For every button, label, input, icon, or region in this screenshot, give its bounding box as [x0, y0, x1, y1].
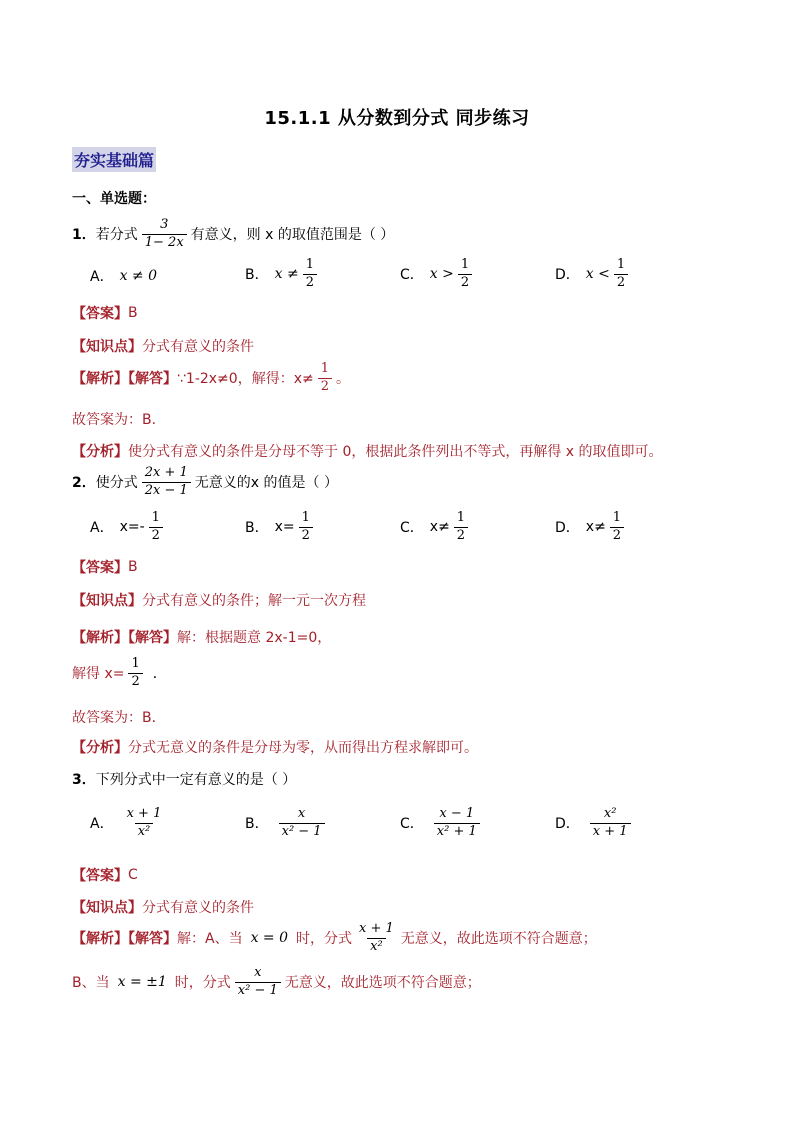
analysis-text: 。 [336, 371, 350, 388]
denominator: 2 [614, 274, 628, 291]
option-expression: x≠ [585, 519, 606, 536]
option-expression: x > [429, 266, 454, 283]
knowledge-tag: 【知识点】 [72, 593, 142, 609]
knowledge-point-line [72, 336, 254, 356]
option-b [245, 258, 321, 291]
analysis-text: B、当 [72, 975, 110, 992]
analysis-tag: 【解析】【解答】 [72, 630, 177, 646]
numerator: 1 [151, 510, 160, 525]
option-label: A． [90, 269, 114, 285]
question-text: 无意义的x 的值是（ ） [194, 475, 338, 492]
numerator: 2x + 1 [144, 465, 188, 480]
numerator: x + 1 [359, 921, 394, 936]
option-expression: x=- [119, 519, 145, 536]
question-text: 有意义，则 x 的取值范围是（ ） [190, 227, 395, 244]
option-label: C． [400, 267, 424, 284]
answer-line [72, 557, 138, 577]
knowledge-tag: 【知识点】 [72, 900, 142, 916]
analysis-text: 无意义，故此选项不符合题意； [400, 931, 597, 948]
option-label: A． [90, 520, 114, 537]
knowledge-point-line [72, 897, 254, 917]
analysis-line [72, 362, 350, 395]
option-label: D． [555, 520, 580, 537]
option-label: B． [245, 267, 269, 284]
option-c [400, 258, 476, 291]
numerator: x − 1 [439, 806, 475, 821]
option-b [245, 807, 329, 840]
question-3-stem [72, 769, 296, 789]
option-b [245, 511, 317, 544]
option-expression: x≠ [429, 519, 450, 536]
analysis-tag: 【解析】【解答】 [72, 931, 177, 948]
answer-value: B [128, 305, 138, 321]
reasoning-text: 分式无意义的条件是分母为零，从而得出方程求解即可。 [128, 740, 478, 756]
analysis-text: 无意义，故此选项不符合题意； [284, 975, 481, 992]
analysis-text: 时，分式 [296, 931, 353, 948]
option-d [555, 258, 632, 291]
condition-expression: x = 0 [250, 930, 289, 947]
denominator: x² [135, 823, 154, 840]
question-text: 使分式 [95, 475, 138, 492]
question-1-stem [72, 218, 394, 251]
denominator: x² [367, 938, 386, 955]
numerator: 1 [612, 510, 622, 525]
option-a [90, 807, 168, 840]
subheading: 一、单选题： [72, 191, 156, 207]
knowledge-text: 分式有意义的条件 [142, 339, 254, 355]
reasoning-tag: 【分析】 [72, 740, 128, 756]
answer-tag: 【答案】 [72, 560, 128, 576]
fraction [142, 218, 187, 251]
solve-text: ． [152, 666, 167, 683]
denominator: 1− 2x [142, 234, 187, 251]
numerator: 1 [131, 656, 140, 671]
knowledge-text: 分式有意义的条件 [142, 900, 254, 916]
fraction [142, 466, 191, 499]
denominator: 2x − 1 [142, 482, 191, 499]
reasoning-text: 使分式有意义的条件是分母不等于 0，根据此条件列出不等式，再解得 x 的取值即可。 [128, 444, 663, 460]
numerator: x + 1 [126, 806, 162, 821]
analysis-tag: 【解析】【解答】 [72, 371, 177, 388]
section-heading: 夯实基础篇 [72, 147, 156, 172]
question-number: 1． [72, 227, 96, 244]
solve-text: 解得 x= [72, 666, 125, 683]
condition-expression: x = ±1 [117, 974, 167, 991]
answer-value: B [128, 559, 138, 575]
option-label: C． [400, 520, 424, 537]
page-title: 15.1.1 从分数到分式 同步练习 [264, 108, 530, 129]
option-label: C． [400, 816, 424, 833]
answer-line [72, 303, 138, 323]
question-number: 3． [72, 772, 96, 788]
conclusion-line [72, 409, 156, 429]
denominator: 2 [303, 274, 317, 291]
knowledge-tag: 【知识点】 [72, 339, 142, 355]
answer-tag: 【答案】 [72, 306, 128, 322]
denominator: 2 [128, 673, 142, 690]
reasoning-tag: 【分析】 [72, 444, 128, 460]
option-d [555, 511, 628, 544]
denominator: 2 [149, 527, 163, 544]
option-expression: x= [274, 519, 295, 536]
option-d [555, 807, 635, 840]
numerator: x [254, 965, 262, 980]
conclusion-line [72, 707, 166, 727]
option-expression: x ≠ 0 [119, 268, 158, 284]
numerator: 1 [460, 257, 470, 272]
conclusion-text: 故答案为：B． [72, 710, 166, 726]
option-c [400, 807, 484, 840]
numerator: 1 [305, 257, 314, 272]
option-label: D． [555, 267, 580, 284]
conclusion-text: 故答案为：B. [72, 412, 157, 428]
denominator: 2 [318, 378, 332, 395]
numerator: 1 [616, 257, 626, 272]
analysis-text: 解：A、当 [177, 931, 243, 948]
analysis-line [72, 627, 331, 647]
denominator: 2 [458, 274, 472, 291]
knowledge-text: 分式有意义的条件；解一元一次方程 [142, 593, 366, 609]
option-label: D． [555, 816, 580, 833]
numerator: 3 [160, 217, 169, 232]
numerator: x [297, 806, 306, 821]
denominator: x² + 1 [434, 823, 480, 840]
solve-line [72, 657, 167, 690]
numerator: 1 [301, 510, 310, 525]
option-a [90, 511, 167, 544]
denominator: x² − 1 [235, 982, 281, 999]
answer-line [72, 865, 138, 885]
denominator: 2 [299, 527, 313, 544]
answer-value: C [128, 867, 138, 883]
option-expression: x < [585, 266, 610, 283]
question-text: 下列分式中一定有意义的是（ ） [95, 772, 297, 788]
option-label: A． [90, 816, 114, 833]
option-a [90, 266, 157, 286]
question-2-stem [72, 466, 338, 499]
numerator: 1 [456, 510, 466, 525]
analysis-line-b [72, 966, 481, 999]
analysis-text: ∵1-2x≠0，解得：x≠ [177, 371, 314, 388]
analysis-line-a [72, 922, 597, 955]
denominator: x + 1 [590, 823, 631, 840]
option-label: B． [245, 816, 269, 833]
option-c [400, 511, 472, 544]
denominator: 2 [610, 527, 624, 544]
analysis-text: 时，分式 [174, 975, 231, 992]
numerator: 1 [320, 361, 329, 376]
answer-tag: 【答案】 [72, 868, 128, 884]
numerator: x² [603, 806, 617, 821]
analysis-text: 解：根据题意 2x-1=0， [177, 630, 332, 646]
denominator: 2 [454, 527, 468, 544]
knowledge-point-line [72, 590, 366, 610]
option-label: B． [245, 520, 269, 537]
reasoning-line [72, 441, 663, 461]
denominator: x² − 1 [279, 823, 325, 840]
reasoning-line [72, 737, 478, 757]
question-text: 若分式 [95, 227, 138, 244]
option-expression: x ≠ [274, 266, 299, 283]
question-number: 2． [72, 475, 96, 492]
